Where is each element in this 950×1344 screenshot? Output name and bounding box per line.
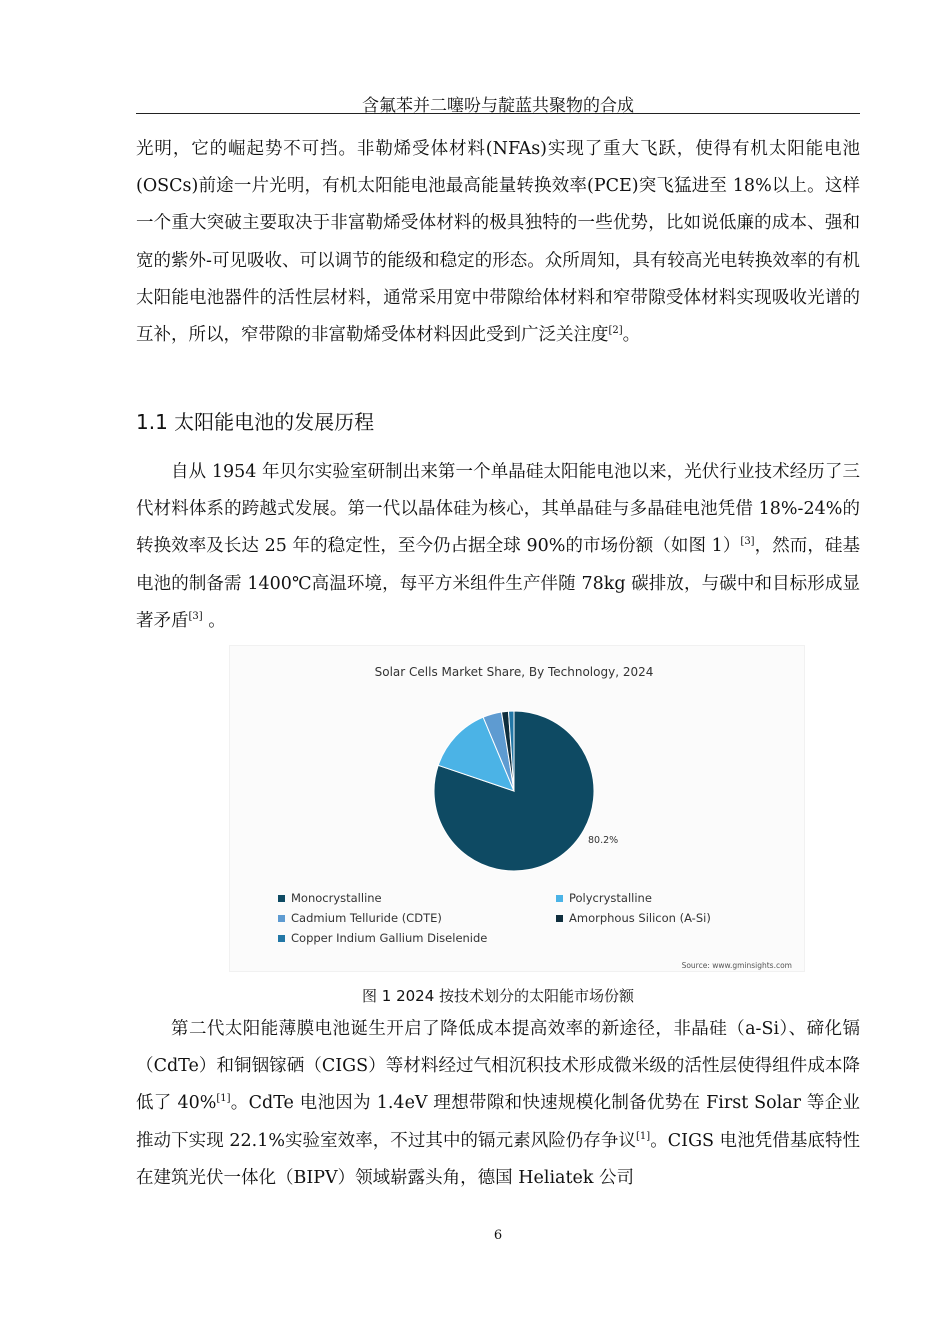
chart-legend: [278, 891, 711, 945]
chart-source: Source: www.gminsights.com: [681, 961, 792, 970]
citation-ref: [1]: [216, 1093, 231, 1105]
paragraph-1-text: 光明，它的崛起势不可挡。非勒烯受体材料(NFAs)实现了重大飞跃，使得有机太阳能电池(OSCs)前途一片光明，有机太阳能电池最高能量转换效率(PCE)突飞猛进至 18%以上。这样一个重大突破主要取决于非富勒烯受体材料的极具独特的一些优势，比如说低廉的成本、强和宽的紫外-可见吸收、可以调节的能级和稳定的形态。众所周知，具有较高光电转换效率的有机太阳能电池器件的活性层材料，通常采用宽中带隙给体材料和窄带隙受体材料实现吸收光谱的互补，所以，窄带隙的非富勒烯受体材料因此受到广泛关注度: [136, 139, 860, 346]
paragraph-3-text-3: 。CIGS 电池凭借基底特性在建筑光伏一体化（BIPV）领域崭露头角，德国 Heliatek 公司: [136, 1130, 860, 1188]
citation-ref: [3]: [740, 536, 755, 548]
legend-swatch-2: [278, 915, 285, 922]
pie-chart-svg: [230, 646, 804, 971]
citation-ref: [1]: [636, 1130, 651, 1142]
legend-label-1: Polycrystalline: [569, 891, 652, 905]
slice-data-label: 80.2%: [588, 835, 619, 846]
paragraph-3: [136, 1011, 860, 1197]
paragraph-2-text: 自从 1954 年贝尔实验室研制出来第一个单晶硅太阳能电池以来，光伏行业技术经历了三代材料体系的跨越式发展。第一代以晶体硅为核心，其单晶硅与多晶硅电池凭借 18%-24%的转换效率及长达 25 年的稳定性，至今仍占据全球 90%的市场份额（如图 1）: [136, 462, 860, 557]
paragraph-2-text-2: ，然而，硅基电池的制备需 1400℃高温环境，每平方米组件生产伴随 78kg 碳排放，与碳中和目标形成显著矛盾: [136, 536, 860, 631]
legend-label-2: Cadmium Telluride (CDTE): [291, 911, 442, 925]
legend-label-4: Copper Indium Gallium Diselenide: [291, 931, 488, 945]
chart-title: Solar Cells Market Share, By Technology, 2024: [374, 665, 654, 679]
legend-swatch-4: [278, 935, 285, 942]
legend-label-0: Monocrystalline: [291, 891, 382, 905]
legend-swatch-3: [556, 915, 563, 922]
legend-swatch-0: [278, 895, 285, 902]
citation-ref: [2]: [608, 325, 623, 337]
figure-pie-chart: [229, 645, 805, 972]
paragraph-2: [136, 454, 860, 640]
paragraph-2-end: 。: [202, 610, 226, 631]
pie-slices: [434, 711, 594, 871]
legend-label-3: Amorphous Silicon (A-Si): [569, 911, 711, 925]
paragraph-1: [136, 131, 860, 354]
citation-ref: [3]: [188, 610, 203, 622]
section-heading: 1.1 太阳能电池的发展历程: [136, 410, 375, 434]
header-rule: [136, 113, 860, 114]
figure-caption: 图 1 2024 按技术划分的太阳能市场份额: [361, 987, 635, 1005]
paragraph-1-end: 。: [622, 325, 641, 346]
paragraph-3-text-2: 。CdTe 电池因为 1.4eV 理想带隙和快速规模化制备优势在 First Solar 等企业推动下实现 22.1%实验室效率，不过其中的镉元素风险仍存争议: [136, 1093, 860, 1151]
running-header: 含氟苯并二噻吩与靛蓝共聚物的合成: [362, 96, 634, 116]
page-number: 6: [493, 1228, 503, 1243]
legend-swatch-1: [556, 895, 563, 902]
paragraph-3-text: 第二代太阳能薄膜电池诞生开启了降低成本提高效率的新途径，非晶硅（a-Si）、碲化镉（CdTe）和铜铟镓硒（CIGS）等材料经过气相沉积技术形成微米级的活性层使得组件成本降低了 40%: [136, 1019, 860, 1114]
